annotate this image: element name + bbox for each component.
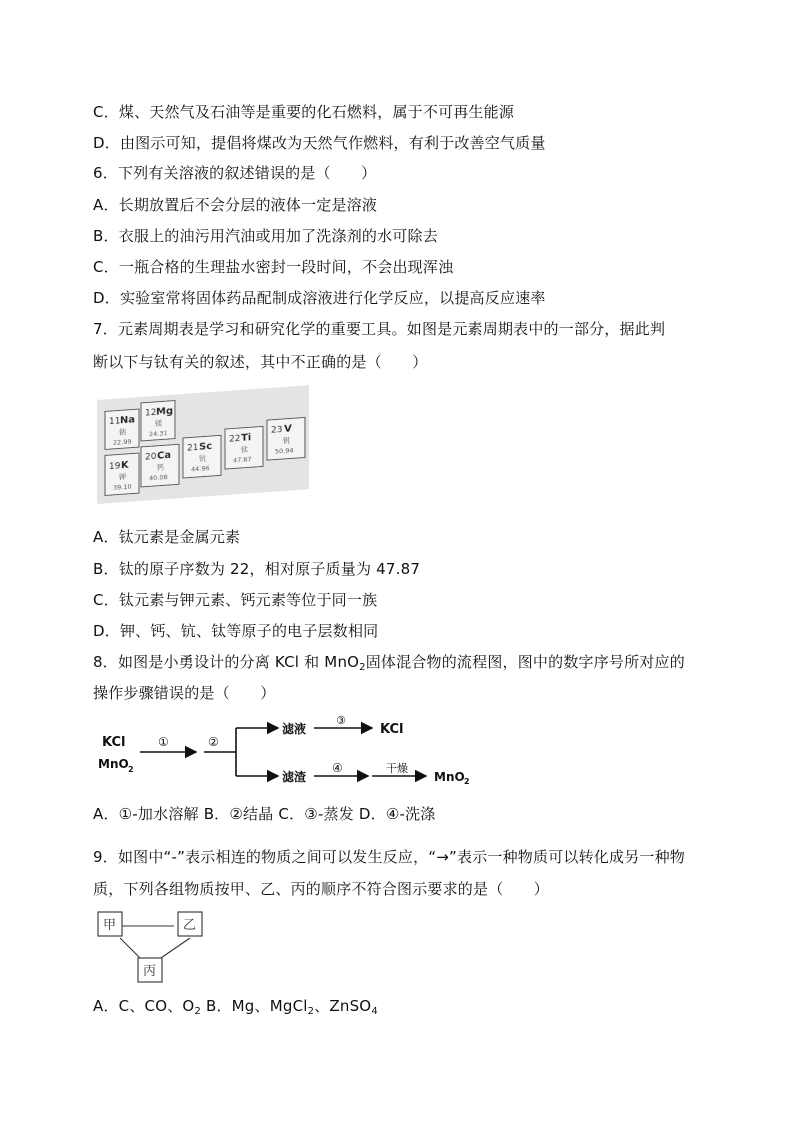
question-8-stem-text-b: 固体混合物的流程图，图中的数字序号所对应的 [365, 653, 685, 671]
question-7-option-b: B．钛的原子序数为 22，相对原子质量为 47.87 [93, 560, 421, 578]
subscript: 2 [194, 1006, 201, 1017]
node-bing [138, 958, 162, 982]
svg-text:50.94: 50.94 [275, 446, 294, 456]
question-7-option-c: C．钛元素与钾元素、钙元素等位于同一族 [93, 591, 378, 609]
subscript: 2 [359, 662, 366, 673]
subscript: 2 [307, 1006, 315, 1017]
input-kcl: KCl [102, 735, 126, 750]
svg-text:钪: 钪 [199, 454, 206, 463]
svg-text:钒: 钒 [283, 436, 290, 445]
svg-text:20: 20 [145, 451, 157, 463]
svg-text:40.08: 40.08 [149, 473, 168, 483]
svg-text:甲: 甲 [103, 918, 117, 933]
option-c-fossil-fuels: C．煤、天然气及石油等是重要的化石燃料，属于不可再生能源 [93, 103, 515, 121]
subscript: 4 [371, 1006, 378, 1017]
svg-text:丙: 丙 [143, 964, 157, 979]
svg-text:23: 23 [271, 425, 283, 436]
output-mno2-subscript: 2 [464, 777, 470, 786]
node-jia [98, 912, 122, 936]
element-cell-v [267, 417, 305, 460]
edge-jia-bing [120, 938, 142, 960]
svg-text:K: K [121, 459, 129, 472]
question-6-stem: 6．下列有关溶液的叙述错误的是（ ） [93, 164, 377, 182]
svg-text:乙: 乙 [183, 918, 197, 933]
filtrate-label: 滤液 [282, 722, 307, 736]
svg-text:22.99: 22.99 [113, 437, 132, 447]
svg-text:Na: Na [120, 414, 136, 427]
question-8-options: A．①-加水溶解 B．②结晶 C．③-蒸发 D．④-洗涤 [93, 805, 436, 823]
svg-text:19: 19 [109, 461, 121, 473]
question-8-stem-text-a: 8．如图是小勇设计的分离 KCl 和 MnO [93, 653, 360, 671]
svg-text:V: V [284, 423, 292, 435]
step1-label: ① [158, 735, 169, 749]
svg-text:钾: 钾 [119, 472, 126, 482]
svg-text:Ca: Ca [157, 449, 172, 462]
step3-label: ③ [336, 714, 346, 727]
option-d-natural-gas: D．由图示可知，提倡将煤改为天然气作燃料，有利于改善空气质量 [93, 134, 546, 152]
svg-text:24.31: 24.31 [149, 429, 168, 439]
question-7-option-a: A．钛元素是金属元素 [93, 528, 241, 546]
svg-text:Sc: Sc [199, 440, 213, 453]
question-7-option-d: D．钾、钙、钪、钛等原子的电子层数相同 [93, 622, 379, 640]
output-mno2: MnO [434, 770, 465, 784]
option-b-text: B．Mg、MgCl [201, 997, 308, 1015]
relationship-diagram [96, 908, 216, 986]
question-9-stem-line2: 质，下列各组物质按甲、乙、丙的顺序不符合图示要求的是（ ） [93, 880, 550, 898]
svg-text:钙: 钙 [157, 463, 164, 472]
input-mno2: MnO [98, 757, 129, 771]
element-cell-na [105, 409, 139, 449]
svg-text:39.10: 39.10 [113, 482, 132, 492]
question-8-stem-line2: 操作步骤错误的是（ ） [93, 684, 276, 702]
question-7-stem-line2: 断以下与钛有关的叙述，其中不正确的是（ ） [93, 353, 428, 371]
residue-label: 滤渣 [282, 770, 307, 784]
element-cell-k [105, 453, 139, 495]
dry-label: 干燥 [386, 762, 408, 775]
svg-text:12: 12 [145, 407, 157, 419]
svg-text:21: 21 [187, 442, 199, 454]
element-cell-sc [183, 435, 221, 478]
element-cell-ti [225, 426, 263, 469]
option-a-text: A．C、CO、O [93, 997, 195, 1015]
node-yi [178, 912, 202, 936]
svg-text:44.96: 44.96 [191, 464, 210, 474]
svg-text:Mg: Mg [156, 405, 174, 418]
option-b-text-cont: 、ZnSO [314, 997, 372, 1015]
step2-label: ② [208, 735, 219, 749]
svg-text:镁: 镁 [155, 419, 162, 428]
svg-text:22: 22 [229, 433, 241, 445]
svg-text:钠: 钠 [119, 427, 126, 437]
output-kcl: KCl [380, 722, 404, 737]
periodic-table-figure [97, 392, 309, 502]
element-cell-ca [141, 444, 179, 487]
question-9-options [93, 996, 378, 1016]
question-6-option-d: D．实验室常将固体药品配制成溶液进行化学反应，以提高反应速率 [93, 289, 546, 307]
svg-text:47.87: 47.87 [232, 455, 252, 465]
input-mno2-subscript: 2 [128, 765, 134, 774]
svg-text:Ti: Ti [241, 432, 252, 444]
edge-yi-bing [158, 938, 190, 960]
question-6-option-b: B．衣服上的油污用汽油或用加了洗涤剂的水可除去 [93, 227, 438, 245]
question-6-option-c: C．一瓶合格的生理盐水密封一段时间，不会出现浑浊 [93, 258, 454, 276]
svg-text:11: 11 [109, 416, 121, 428]
step4-label: ④ [332, 761, 343, 775]
element-cell-mg [141, 401, 175, 441]
question-9-stem-line1: 9．如图中“-”表示相连的物质之间可以发生反应，“→”表示一种物质可以转化成另一种物 [93, 848, 686, 866]
question-6-option-a: A．长期放置后不会分层的液体一定是溶液 [93, 196, 378, 214]
question-8-stem-line1 [93, 652, 685, 672]
separation-flowchart [96, 714, 486, 786]
question-7-stem-line1: 7．元素周期表是学习和研究化学的重要工具。如图是元素周期表中的一部分，据此判 [93, 320, 666, 338]
svg-text:钛: 钛 [241, 445, 248, 454]
